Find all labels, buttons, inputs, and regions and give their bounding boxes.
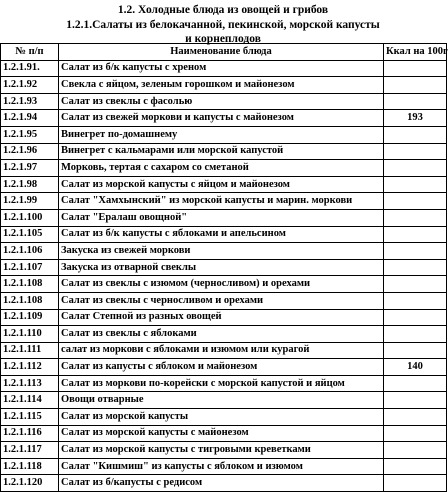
cell-kcal[interactable] [384,409,447,426]
table-row [1,359,447,376]
cell-number[interactable]: 1.2.1.107 [1,259,59,276]
cell-kcal[interactable] [384,143,447,160]
cell-dish-name[interactable]: Свекла с яйцом, зеленым горошком и майонезом [59,77,384,94]
cell-kcal[interactable]: 193 [384,110,447,127]
table-row [1,209,447,226]
cell-dish-name[interactable]: Салат из морской капусты [59,409,384,426]
cell-kcal[interactable] [384,375,447,392]
cell-number[interactable]: 1.2.1.108 [1,276,59,293]
table-row [1,442,447,459]
table-row [1,326,447,343]
table-row [1,226,447,243]
cell-number[interactable]: 1.2.1.113 [1,375,59,392]
cell-number[interactable]: 1.2.1.110 [1,326,59,343]
cell-kcal[interactable] [384,126,447,143]
table-row [1,276,447,293]
cell-kcal[interactable] [384,309,447,326]
cell-number[interactable]: 1.2.1.114 [1,392,59,409]
cell-number[interactable]: 1.2.1.93 [1,93,59,110]
cell-dish-name[interactable]: Салат из свеклы с черносливом и орехами [59,292,384,309]
table-row [1,193,447,210]
table-row [1,93,447,110]
cell-kcal[interactable] [384,243,447,260]
cell-dish-name[interactable]: Салат "Ералаш овощной" [59,209,384,226]
table-row [1,110,447,127]
cell-kcal[interactable] [384,425,447,442]
cell-dish-name[interactable]: Салат из свежей моркови и капусты с майонезом [59,110,384,127]
cell-kcal[interactable] [384,442,447,459]
cell-dish-name[interactable]: Закуска из отварной свеклы [59,259,384,276]
table-row [1,342,447,359]
cell-kcal[interactable] [384,259,447,276]
cell-kcal[interactable] [384,160,447,177]
table-row [1,392,447,409]
cell-number[interactable]: 1.2.1.91. [1,60,59,77]
header-kcal[interactable]: Ккал на 100г [384,44,447,61]
table-row [1,259,447,276]
cell-kcal[interactable] [384,326,447,343]
cell-dish-name[interactable]: Салат из свеклы с яблоками [59,326,384,343]
cell-kcal[interactable] [384,176,447,193]
table-header-row [1,44,447,61]
table-row [1,409,447,426]
cell-number[interactable]: 1.2.1.115 [1,409,59,426]
table-row [1,425,447,442]
table-row [1,160,447,177]
cell-dish-name[interactable]: Салат из морской капусты с яйцом и майонезом [59,176,384,193]
cell-number[interactable]: 1.2.1.109 [1,309,59,326]
cell-kcal[interactable] [384,276,447,293]
cell-dish-name[interactable]: Овощи отварные [59,392,384,409]
cell-kcal[interactable]: 140 [384,359,447,376]
table-row [1,292,447,309]
table-row [1,458,447,475]
table-row [1,77,447,94]
table-row [1,309,447,326]
dishes-table [0,43,447,492]
cell-dish-name[interactable]: Закуска из свежей моркови [59,243,384,260]
cell-dish-name[interactable]: Салат из морской капусты с тигровыми креветками [59,442,384,459]
table-row [1,375,447,392]
cell-number[interactable]: 1.2.1.111 [1,342,59,359]
cell-kcal[interactable] [384,475,447,492]
cell-kcal[interactable] [384,193,447,210]
cell-number[interactable]: 1.2.1.117 [1,442,59,459]
cell-number[interactable]: 1.2.1.106 [1,243,59,260]
cell-dish-name[interactable]: Салат "Кишмиш" из капусты с яблоком и изюмом [59,458,384,475]
cell-kcal[interactable] [384,77,447,94]
cell-kcal[interactable] [384,458,447,475]
table-body [1,60,447,491]
cell-number[interactable]: 1.2.1.97 [1,160,59,177]
cell-dish-name[interactable]: Винегрет с кальмарами или морской капустой [59,143,384,160]
cell-dish-name[interactable]: Салат Степной из разных овощей [59,309,384,326]
table-row [1,143,447,160]
table-row [1,60,447,77]
cell-number[interactable]: 1.2.1.99 [1,193,59,210]
cell-dish-name[interactable]: Салат из морской капусты с майонезом [59,425,384,442]
cell-kcal[interactable] [384,209,447,226]
cell-kcal[interactable] [384,292,447,309]
cell-number[interactable]: 1.2.1.116 [1,425,59,442]
cell-number[interactable]: 1.2.1.120 [1,475,59,492]
cell-dish-name[interactable]: Салат из свеклы с фасолью [59,93,384,110]
table-row [1,243,447,260]
cell-dish-name[interactable]: Салат из б/капусты с редисом [59,475,384,492]
cell-number[interactable]: 1.2.1.100 [1,209,59,226]
table-row [1,176,447,193]
cell-dish-name[interactable]: Салат из свеклы с изюмом (черносливом) и орехами [59,276,384,293]
cell-number[interactable]: 1.2.1.95 [1,126,59,143]
section-title: 1.2. Холодные блюда из овощей и грибов [117,4,329,16]
cell-dish-name[interactable]: Салат из капусты с яблоком и майонезом [59,359,384,376]
section-heading [0,0,446,44]
subsection-title-continued: и корнеплодов [185,33,261,45]
subsection-title: 1.2.1.Салаты из белокачанной, пекинской, морской капусты [66,19,380,31]
cell-kcal[interactable] [384,342,447,359]
cell-number[interactable]: 1.2.1.96 [1,143,59,160]
cell-kcal[interactable] [384,392,447,409]
header-dish-name[interactable]: Наименование блюда [59,44,384,61]
cell-number[interactable]: 1.2.1.105 [1,226,59,243]
cell-number[interactable]: 1.2.1.92 [1,77,59,94]
cell-number[interactable]: 1.2.1.94 [1,110,59,127]
header-number[interactable]: № п/п [1,44,59,61]
table-row [1,126,447,143]
cell-kcal[interactable] [384,60,447,77]
cell-dish-name[interactable]: Салат из б/к капусты с хреном [59,60,384,77]
cell-number[interactable]: 1.2.1.108 [1,292,59,309]
cell-number[interactable]: 1.2.1.118 [1,458,59,475]
cell-number[interactable]: 1.2.1.98 [1,176,59,193]
cell-dish-name[interactable]: Салат из б/к капусты с яблоками и апельсином [59,226,384,243]
cell-dish-name[interactable]: салат из моркови с яблоками и изюмом или курагой [59,342,384,359]
cell-kcal[interactable] [384,93,447,110]
table-row [1,475,447,492]
cell-dish-name[interactable]: Салат "Хамхынский" из морской капусты и марин. моркови [59,193,384,210]
cell-dish-name[interactable]: Морковь, тертая с сахаром со сметаной [59,160,384,177]
cell-dish-name[interactable]: Винегрет по-домашнему [59,126,384,143]
cell-number[interactable]: 1.2.1.112 [1,359,59,376]
cell-kcal[interactable] [384,226,447,243]
cell-dish-name[interactable]: Салат из моркови по-корейски с морской капустой и яйцом [59,375,384,392]
